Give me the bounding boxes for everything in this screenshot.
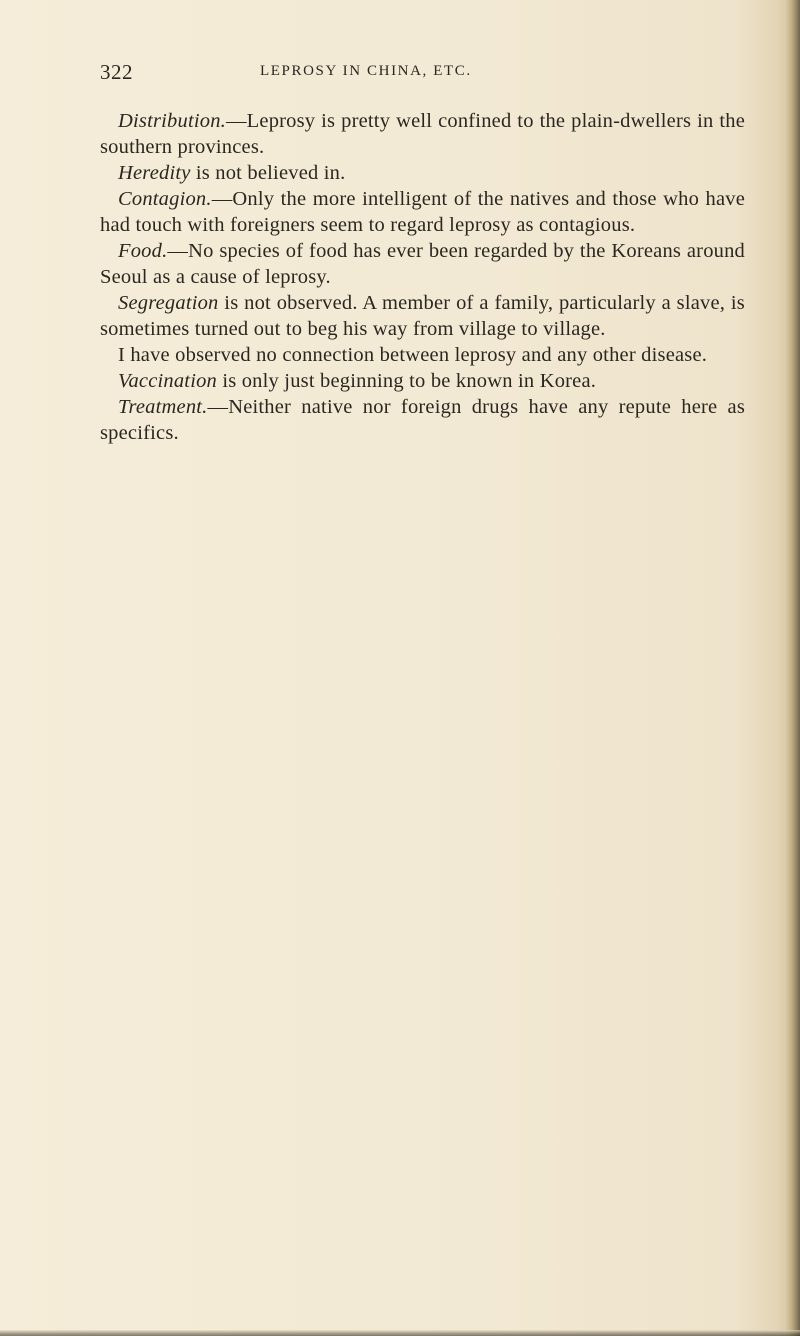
paragraph-segregation xyxy=(100,290,745,342)
body-text xyxy=(100,108,745,446)
paragraph-heading: Treatment. xyxy=(118,396,208,418)
paragraph-heading: Food. xyxy=(118,240,168,262)
page-number: 322 xyxy=(100,60,133,84)
paragraph-text: I have observed no connection between leprosy and any other disease. xyxy=(118,344,708,366)
paragraph-contagion xyxy=(100,186,745,238)
paragraph-text: —Leprosy is pretty well confined to the plain-dwellers in the southern provinces. xyxy=(100,110,745,158)
page-edge-shadow xyxy=(786,0,800,1336)
paragraph-text: —No species of food has ever been regarded by the Koreans around Seoul as a cause of leprosy. xyxy=(100,240,745,288)
page-bottom-edge xyxy=(0,1330,800,1336)
paragraph-vaccination xyxy=(100,368,745,394)
paragraph-text: is only just beginning to be known in Korea. xyxy=(217,370,597,392)
running-head: LEPROSY IN CHINA, ETC. xyxy=(260,63,472,79)
paragraph-text: is not observed. A member of a family, particularly a slave, is sometimes turned out to beg his way from village to village. xyxy=(100,292,745,340)
paragraph-distribution xyxy=(100,108,745,160)
paragraph-heading: Distribution. xyxy=(118,110,226,132)
paragraph-text: —Neither native nor foreign drugs have any repute here as specifics. xyxy=(100,396,745,444)
paragraph-heading: Contagion. xyxy=(118,188,212,210)
paragraph-text: —Only the more intelligent of the natives and those who have had touch with foreigners seem to regard leprosy as contagious. xyxy=(100,188,745,236)
paragraph-food xyxy=(100,238,745,290)
paragraph-observation xyxy=(100,342,745,368)
paragraph-heading: Vaccination xyxy=(118,370,217,392)
paragraph-heredity xyxy=(100,160,745,186)
paragraph-treatment xyxy=(100,394,745,446)
paragraph-text: is not believed in. xyxy=(190,162,346,184)
paragraph-heading: Heredity xyxy=(118,162,191,184)
paragraph-heading: Segregation xyxy=(118,292,219,314)
page-header xyxy=(100,60,740,90)
